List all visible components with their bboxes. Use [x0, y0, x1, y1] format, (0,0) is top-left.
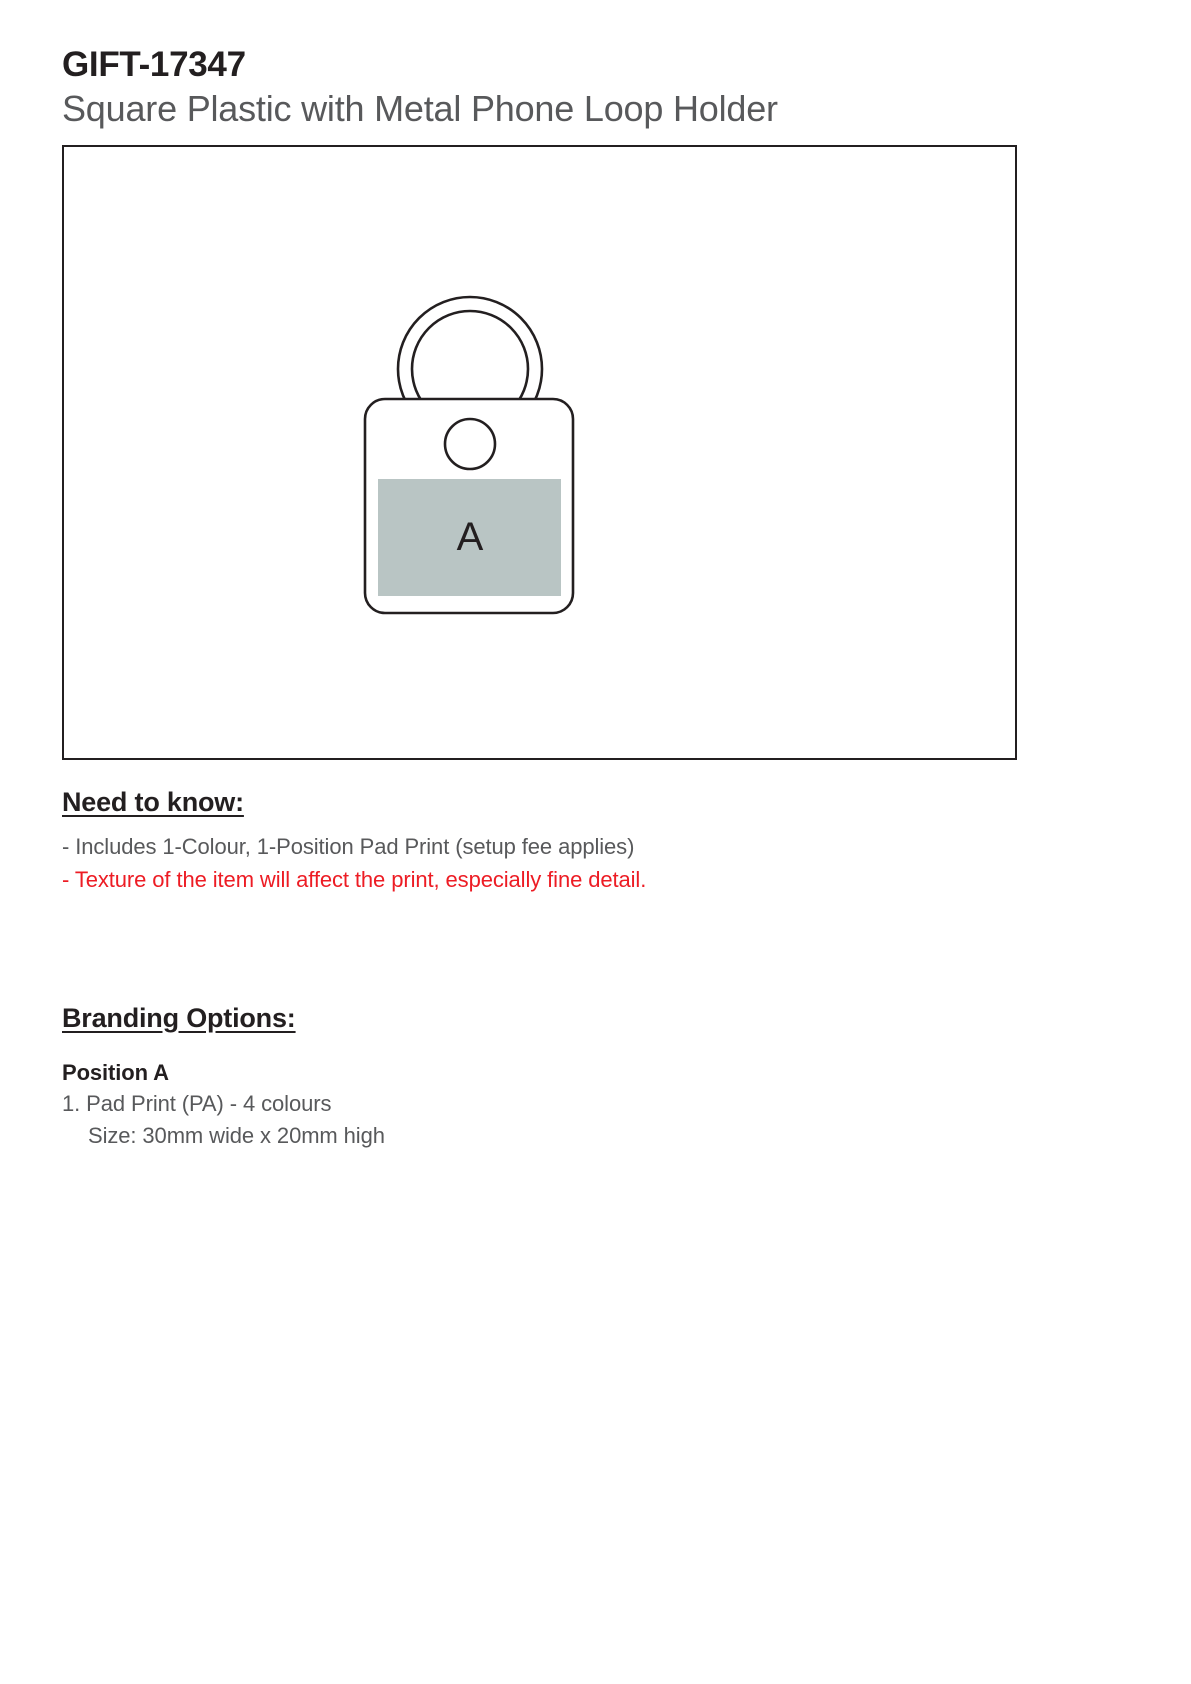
need-to-know-section — [62, 787, 1131, 894]
need-to-know-note-2: - Texture of the item will affect the print, especially fine detail. — [62, 866, 647, 892]
artwork-frame — [62, 145, 1017, 760]
branding-method-line: 1. Pad Print (PA) - 4 colours — [62, 1090, 332, 1116]
branding-position-label: Position A — [62, 1059, 169, 1085]
need-to-know-note-1: - Includes 1-Colour, 1-Position Pad Print (setup fee applies) — [62, 834, 635, 860]
position-marker-a: A — [456, 515, 484, 560]
product-subtitle: Square Plastic with Metal Phone Loop Holder — [62, 88, 778, 130]
branding-options-heading: Branding Options: — [62, 1002, 296, 1033]
branding-options-section — [62, 1003, 1131, 1151]
swivel-hub — [445, 419, 495, 469]
branding-size-line: Size: 30mm wide x 20mm high — [88, 1122, 385, 1148]
need-to-know-heading: Need to know: — [62, 787, 244, 818]
page-title: GIFT-17347 — [62, 45, 246, 84]
product-illustration — [64, 147, 1015, 758]
